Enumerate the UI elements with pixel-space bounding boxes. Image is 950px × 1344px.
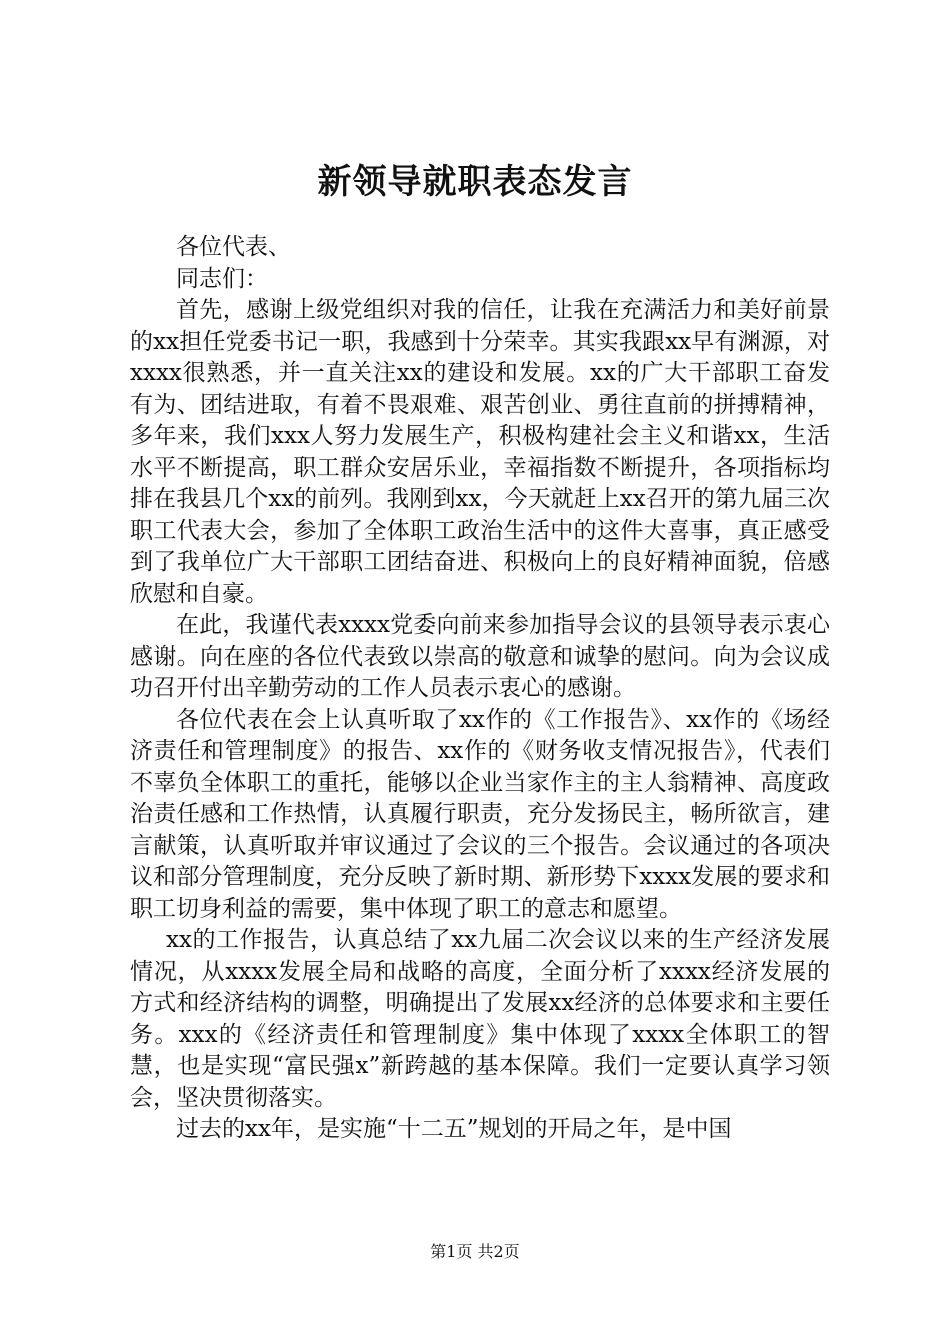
paragraph: 首先，感谢上级党组织对我的信任，让我在充满活力和美好前景的xx担任党委书记一职，我感到十分荣幸。其实我跟xx早有渊源，对xxxx很熟悉，并一直关注xx的建设和发展。xx的广大干部职工奋发有为、团结进取，有着不畏艰难、艰苦创业、勇往直前的拼搏精神，多年来，我们xxx人努力发展生产，积极构建社会主义和谐xx，生活水平不断提高，职工群众安居乐业，幸福指数不断提升，各项指标均排在我县几个xx的前列。我刚到xx，今天就赶上xx召开的第九届三次职工代表大会，参加了全体职工政治生活中的这件大喜事，真正感受到了我单位广大干部职工团结奋进、积极向上的良好精神面貌，倍感欣慰和自豪。 xyxy=(130,297,830,607)
paragraph: 在此，我谨代表xxxx党委向前来参加指导会议的县领导表示衷心感谢。向在座的各位代表致以崇高的敬意和诚挚的慰问。向为会议成功召开付出辛勤劳动的工作人员表示衷心的感谢。 xyxy=(130,612,830,701)
document-title: 新领导就职表态发言 xyxy=(317,162,633,202)
document-body xyxy=(130,232,830,1146)
page-footer: 第1页 共2页 xyxy=(430,1242,520,1261)
salutation-line: 各位代表、 xyxy=(176,234,291,260)
paragraph: 过去的xx年，是实施“十二五”规划的开局之年，是中国 xyxy=(176,1116,732,1142)
paragraph: 各位代表在会上认真听取了xx作的《工作报告》、xx作的《场经济责任和管理制度》的报告、xx作的《财务收支情况报告》，代表们不辜负全体职工的重托，能够以企业当家作主的主人翁精神、高度政治责任感和工作热情，认真履行职责，充分发扬民主，畅所欲言，建言献策，认真听取并审议通过了会议的三个报告。会议通过的各项决议和部分管理制度，充分反映了新时期、新形势下xxxx发展的要求和职工切身利益的需要，集中体现了职工的意志和愿望。 xyxy=(130,706,830,922)
salutation-line: 同志们： xyxy=(176,265,268,292)
paragraph: xx的工作报告，认真总结了xx九届二次会议以来的生产经济发展情况，从xxxx发展全局和战略的高度，全面分析了xxxx经济发展的方式和经济结构的调整，明确提出了发展xx经济的总体要求和主要任务。xxx的《经济责任和管理制度》集中体现了xxxx全体职工的智慧，也是实现“富民强x”新跨越的基本保障。我们一定要认真学习领会，坚决贯彻落实。 xyxy=(130,927,830,1111)
